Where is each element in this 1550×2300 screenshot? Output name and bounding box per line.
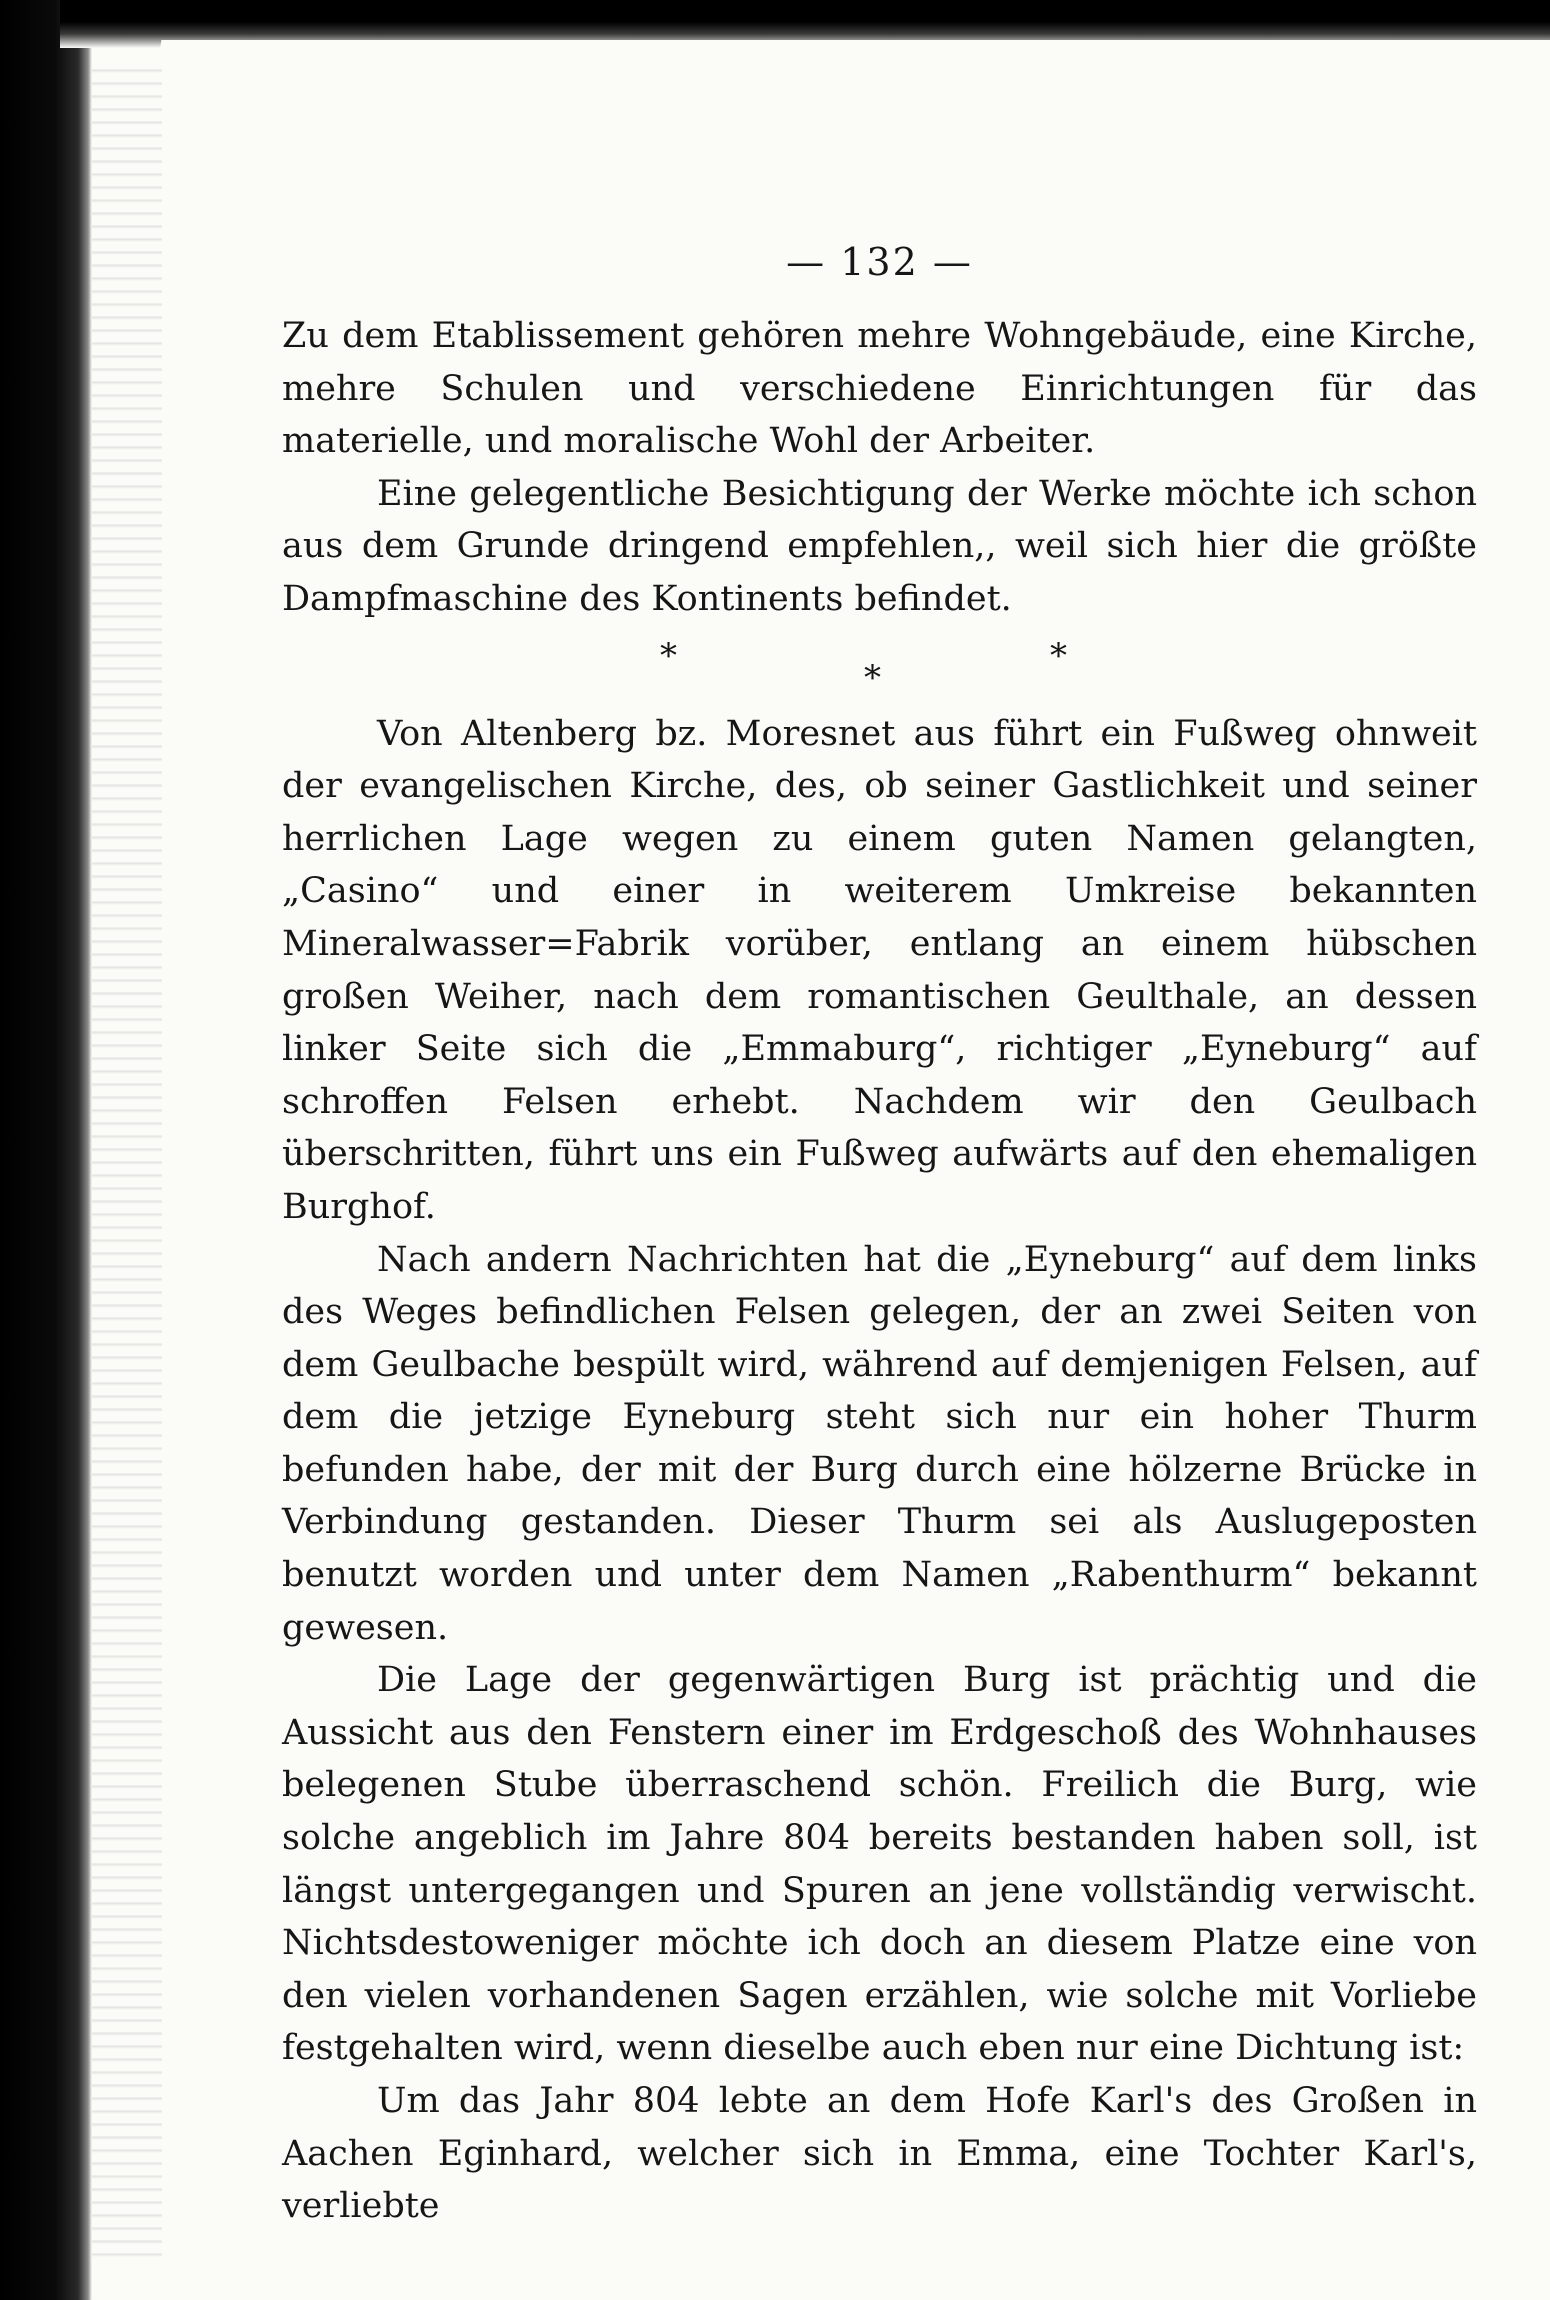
top-edge-paper xyxy=(159,40,1550,60)
gutter-noise xyxy=(92,60,162,2260)
paragraph-5: Die Lage der gegenwärtigen Burg ist prächtig und die Aussicht aus den Fenstern einer im Erdgeschoß des Wohnhauses belegenen Stube überraschend schön. Freilich die Burg, wie solche angeblich im Jahre 804 bereits bestanden haben soll, ist längst untergegangen und Spuren an jene vollständig verwischt. Nichtsdestoweniger möchte ich doch an diesem Platze eine von den vielen vorhandenen Sagen erzählen, wie solche mit Vorliebe festgehalten wird, wenn dieselbe auch eben nur eine Dichtung ist: xyxy=(282,1660,1477,2069)
paragraph-6: Um das Jahr 804 lebte an dem Hofe Karl's des Großen in Aachen Eginhard, welcher sich in Emma, eine Tochter Karl's, verliebte xyxy=(282,2081,1477,2227)
page-number: — 132 — xyxy=(786,240,973,284)
separator-asterisk: * xyxy=(864,657,881,698)
separator-asterisk: * xyxy=(660,635,677,676)
page-text xyxy=(282,240,1477,2233)
paragraph-4: Nach andern Nachrichten hat die „Eyneburg“ auf dem links des Weges befindlichen Felsen gelegen, der an zwei Seiten von dem Geulbache bespült wird, während auf demjenigen Felsen, auf dem die jetzige Eyneburg steht sich nur ein hoher Thurm befunden habe, der mit der Burg durch eine hölzerne Brücke in Verbindung gestanden. Dieser Thurm sei als Auslugeposten benutzt worden und unter dem Namen „Rabenthurm“ bekannt gewesen. xyxy=(282,1239,1477,1648)
section-separator xyxy=(282,626,1477,708)
paragraph-1: Zu dem Etablissement gehören mehre Wohngebäude, eine Kirche, mehre Schulen und verschiedene Einrichtungen für das materielle, und moralische Wohl der Arbeiter. xyxy=(282,316,1477,462)
binding-shadow xyxy=(0,0,92,2300)
separator-asterisk: * xyxy=(1050,635,1067,676)
paragraph-3: Von Altenberg bz. Moresnet aus führt ein Fußweg ohnweit der evangelischen Kirche, des, ob seiner Gastlichkeit und seiner herrlichen Lage wegen zu einem guten Namen gelangten, „Casino“ und einer in weiterem Umkreise bekannten Mineralwasser=Fabrik vorüber, entlang an einem hübschen großen Weiher, nach dem romantischen Geulthale, an dessen linker Seite sich die „Emmaburg“, richtiger „Eyneburg“ auf schroffen Felsen erhebt. Nachdem wir den Geulbach überschritten, führt uns ein Fußweg aufwärts auf den ehemaligen Burghof. xyxy=(282,713,1477,1227)
paragraph-2: Eine gelegentliche Besichtigung der Werke möchte ich schon aus dem Grunde dringend empfehlen,, weil sich hier die größte Dampfmaschine des Kontinents befindet. xyxy=(282,473,1477,619)
